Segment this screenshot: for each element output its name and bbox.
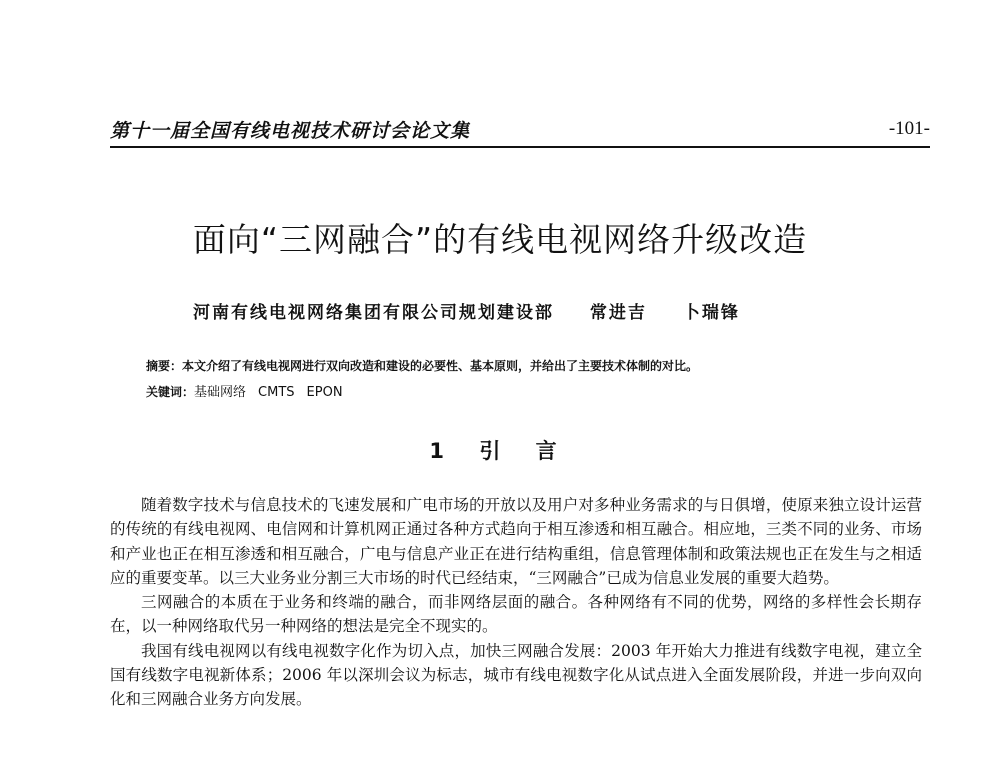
abstract-text: 本文介绍了有线电视网进行双向改造和建设的必要性、基本原则，并给出了主要技术体制的对比。	[182, 359, 699, 373]
author-name: 常进吉	[589, 303, 647, 323]
keywords-label: 关键词：	[146, 385, 195, 399]
paragraph: 随着数字技术与信息技术的飞速发展和广电市场的开放以及用户对多种业务需求的与日俱增，使原来独立设计运营的传统的有线电视网、电信网和计算机网正通过各种方式趋向于相互渗透和相互融合。相应地，三类不同的业务、市场和产业也正在相互渗透和相互融合，广电与信息产业正在进行结构重组，信息管理体制和政策法规也正在发生与之相适应的重要变革。以三大业务业分割三大市场的时代已经结束，“三网融合”已成为信息业发展的重要大趋势。	[110, 496, 922, 587]
author-line	[193, 298, 768, 323]
paragraph: 三网融合的本质在于业务和终端的融合，而非网络层面的融合。各种网络有不同的优势，网络的多样性会长期存在，以一种网络取代另一种网络的想法是完全不现实的。	[110, 593, 922, 636]
running-header	[110, 116, 930, 144]
author-name: 卜瑞锋	[682, 303, 740, 323]
keyword: CMTS	[258, 385, 295, 400]
abstract-label: 摘要：	[146, 359, 183, 373]
paper-title: 面向“三网融合”的有线电视网络升级改造	[192, 220, 808, 259]
section-heading	[0, 435, 1000, 465]
keyword: EPON	[306, 385, 343, 400]
body-text	[110, 493, 922, 712]
keyword: 基础网络	[194, 385, 247, 400]
keywords	[146, 381, 926, 400]
paragraph: 我国有线电视网以有线电视数字化作为切入点，加快三网融合发展：2003 年开始大力推进有线数字电视，建立全国有线数字电视新体系；2006 年以深圳会议为标志，城市有线电视数字化从试点进入全面发展阶段，并进一步向双向化和三网融合业务方向发展。	[110, 641, 922, 709]
section-number: 1	[429, 439, 458, 463]
journal-title: 第十一届全国有线电视技术研讨会论文集	[110, 120, 471, 142]
section-title: 引 言	[479, 439, 571, 463]
abstract	[146, 357, 926, 374]
page-number: -101-	[888, 118, 930, 139]
header-rule	[110, 146, 930, 148]
author-organization: 河南有线电视网络集团有限公司规划建设部	[193, 303, 554, 323]
